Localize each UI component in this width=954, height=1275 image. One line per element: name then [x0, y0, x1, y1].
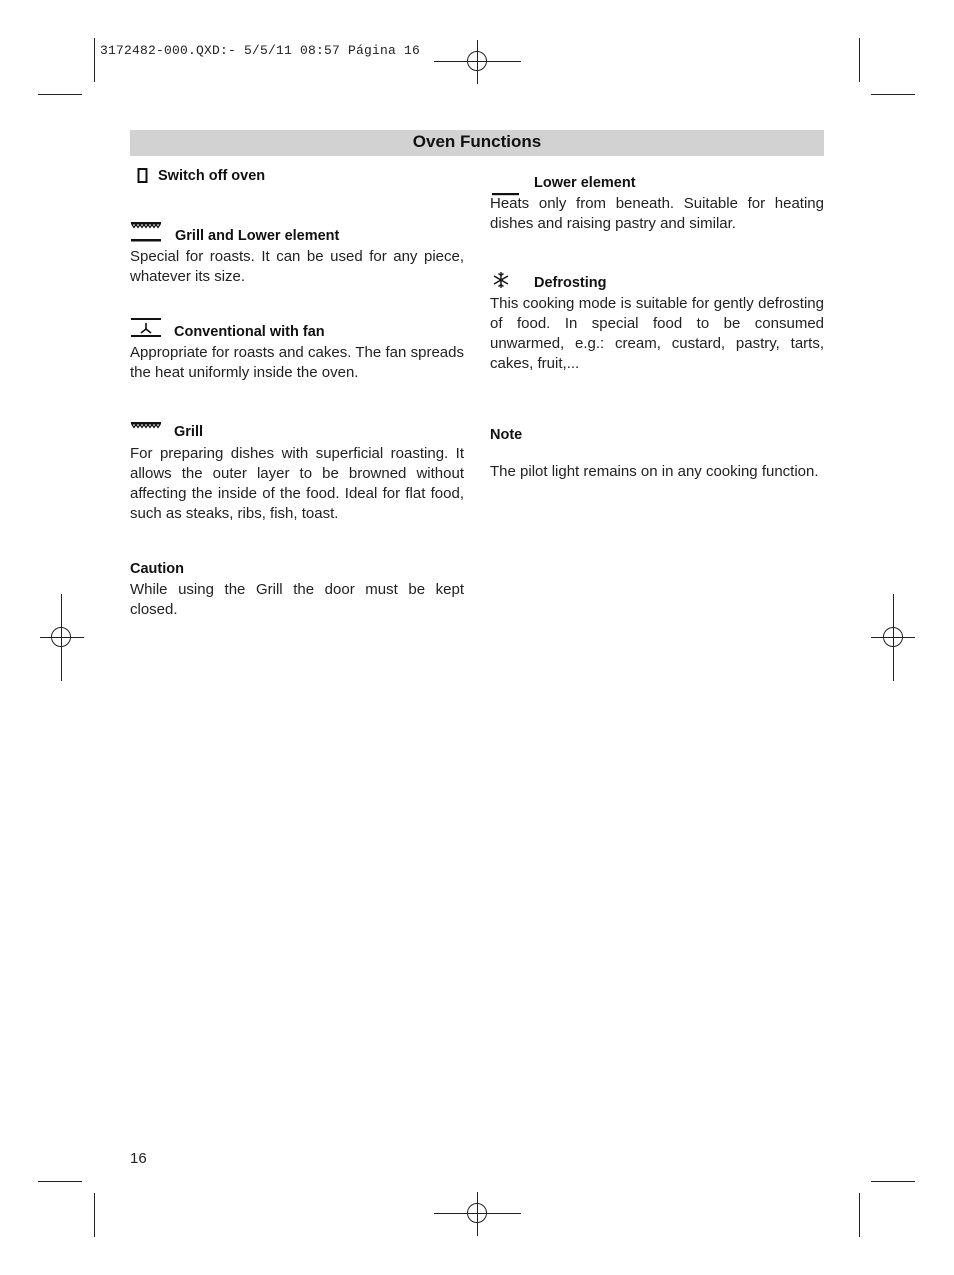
snowflake-icon — [492, 271, 510, 294]
defrosting-body: This cooking mode is suitable for gently defrosting of food. In special food to be consumed unwarmed, e.g.: cream, custard, pastry, tarts, cakes, fruit,... — [490, 295, 824, 372]
crop-mark — [38, 1181, 82, 1182]
registration-target — [883, 627, 903, 647]
defrosting-title: Defrosting — [534, 275, 607, 291]
conventional-fan-title: Conventional with fan — [174, 324, 325, 340]
section-header — [130, 130, 824, 156]
grill-lower-body: Special for roasts. It can be used for any piece, whatever its size. — [130, 248, 464, 285]
registration-target — [51, 627, 71, 647]
crop-mark — [859, 1193, 860, 1237]
switch-off-title: Switch off oven — [158, 168, 266, 184]
grill-icon — [131, 418, 163, 436]
conventional-fan-icon — [131, 317, 163, 344]
print-slug: 3172482-000.QXD:- 5/5/11 08:57 Página 16 — [100, 43, 421, 58]
registration-target — [467, 1203, 487, 1223]
crop-mark — [871, 94, 915, 95]
note-title: Note — [490, 427, 523, 443]
caution-body: While using the Grill the door must be kept closed. — [130, 581, 464, 618]
crop-mark — [94, 1193, 95, 1237]
note-body: The pilot light remains on in any cooking function. — [490, 463, 819, 480]
crop-mark — [94, 38, 95, 82]
crop-mark — [38, 94, 82, 95]
grill-title: Grill — [174, 424, 204, 440]
lower-element-title: Lower element — [534, 175, 636, 191]
crop-mark — [871, 1181, 915, 1182]
conventional-fan-body: Appropriate for roasts and cakes. The fan spreads the heat uniformly inside the oven. — [130, 344, 464, 381]
grill-lower-title: Grill and Lower element — [175, 228, 340, 244]
grill-and-lower-element-icon — [131, 221, 163, 248]
lower-element-body: Heats only from beneath. Suitable for heating dishes and raising pastry and similar. — [490, 195, 824, 232]
caution-title: Caution — [130, 561, 184, 577]
page-number: 16 — [130, 1150, 147, 1167]
section-title: Oven Functions — [412, 132, 542, 151]
grill-body: For preparing dishes with superficial roasting. It allows the outer layer to be browned without affecting the inside of the food. Ideal for flat food, such as steaks, ribs, fish, toast. — [130, 445, 464, 522]
crop-mark — [859, 38, 860, 82]
square-outline-icon — [137, 168, 149, 188]
registration-target — [467, 51, 487, 71]
